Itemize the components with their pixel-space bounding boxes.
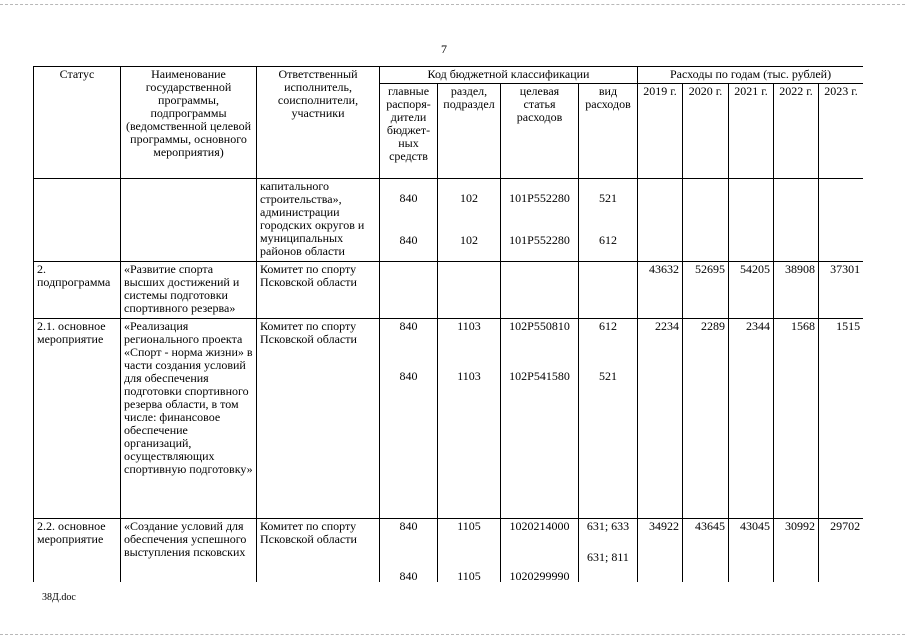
scan-edge-top	[0, 4, 905, 5]
table-row	[34, 262, 864, 319]
cell-section	[438, 179, 501, 262]
cell-grbs	[380, 262, 438, 319]
cell-grbs-2: 840	[399, 233, 418, 247]
cell-year-2021: 2344	[729, 319, 774, 519]
cell-year-2023: 29702	[819, 519, 864, 583]
cell-year-2019: 34922	[638, 519, 683, 583]
cell-section-2: 1103	[457, 369, 481, 383]
cell-year-2019	[638, 179, 683, 262]
header-year-2020: 2020 г.	[683, 84, 729, 179]
cell-year-2022	[774, 179, 819, 262]
header-year-2021: 2021 г.	[729, 84, 774, 179]
cell-grbs	[380, 179, 438, 262]
cell-vr-1: 521	[599, 191, 617, 205]
cell-vr	[579, 262, 638, 319]
table-row	[34, 179, 864, 262]
cell-status: 2.1. основное мероприятие	[34, 319, 121, 519]
table-row	[34, 519, 864, 583]
header-year-2019: 2019 г.	[638, 84, 683, 179]
cell-status: 2. подпрограмма	[34, 262, 121, 319]
cell-year-2019: 2234	[638, 319, 683, 519]
cell-year-2020: 2289	[683, 319, 729, 519]
cell-csr-1: 1020214000	[509, 519, 570, 533]
cell-csr-1: 102Р550810	[509, 319, 570, 333]
cell-csr-2: 102Р541580	[509, 369, 570, 383]
header-section: раздел, подраздел	[438, 84, 501, 179]
cell-year-2022: 1568	[774, 319, 819, 519]
cell-csr	[501, 179, 579, 262]
cell-section-2: 102	[460, 233, 478, 247]
header-year-2023: 2023 г.	[819, 84, 864, 179]
cell-csr	[501, 319, 579, 519]
cell-section	[438, 519, 501, 583]
cell-status: 2.2. основное мероприятие	[34, 519, 121, 583]
cell-grbs	[380, 319, 438, 519]
cell-year-2023	[819, 179, 864, 262]
cell-year-2022: 30992	[774, 519, 819, 583]
header-program-name: Наименование государственной программы, подпрограммы (ведомственной целевой программы, основного мероприятия)	[121, 67, 257, 179]
cell-responsible: Комитет по спорту Псковской области	[257, 319, 380, 519]
document-filename: 38Д.doc	[42, 592, 76, 603]
cell-grbs-1: 840	[399, 519, 418, 533]
cell-section-1: 102	[460, 191, 478, 205]
cell-vr-2: 521	[599, 369, 617, 383]
header-status: Статус	[34, 67, 121, 179]
cell-grbs-2: 840	[399, 369, 418, 383]
cell-section-1: 1105	[457, 519, 481, 533]
header-expenses: Расходы по годам (тыс. рублей)	[638, 67, 864, 84]
cell-name	[121, 179, 257, 262]
cell-vr	[579, 319, 638, 519]
cell-vr-1: 612	[599, 319, 617, 333]
header-row-1	[34, 67, 864, 84]
cell-year-2021	[729, 179, 774, 262]
cell-vr-1: 631; 633	[586, 519, 630, 533]
budget-table	[33, 66, 863, 582]
cell-name: «Создание условий для обеспечения успешного выступления псковских	[121, 519, 257, 583]
cell-vr-2: 612	[599, 233, 617, 247]
cell-year-2020: 52695	[683, 262, 729, 319]
cell-year-2020: 43645	[683, 519, 729, 583]
cell-section	[438, 319, 501, 519]
cell-name: «Развитие спорта высших достижений и системы подготовки спортивного резерва»	[121, 262, 257, 319]
header-expense-type: вид расходов	[579, 84, 638, 179]
cell-responsible: капитального строительства», администрации городских округов и муниципальных районов области	[257, 179, 380, 262]
header-target-article: целевая статья расходов	[501, 84, 579, 179]
cell-responsible: Комитет по спорту Псковской области	[257, 262, 380, 319]
cell-vr	[579, 519, 638, 583]
table-row	[34, 319, 864, 519]
cell-year-2021: 43045	[729, 519, 774, 583]
cell-year-2021: 54205	[729, 262, 774, 319]
cell-responsible: Комитет по спорту Псковской области	[257, 519, 380, 583]
header-responsible: Ответственный исполнитель, соисполнители, участники	[257, 67, 380, 179]
cell-vr	[579, 179, 638, 262]
cell-grbs-1: 840	[399, 191, 418, 205]
cell-year-2023: 1515	[819, 319, 864, 519]
scan-edge-bottom	[0, 634, 905, 635]
cell-name: «Реализация регионального проекта «Спорт - норма жизни» в части создания условий для обеспечения подготовки спортивного резерва области, в том числе: финансовое обеспечение организаций, осуществляющих спортивную подготовку»	[121, 319, 257, 519]
cell-grbs-2: 840	[399, 569, 418, 582]
cell-vr-2: 631; 811	[587, 550, 629, 564]
cell-section-2: 1105	[457, 569, 481, 582]
cell-year-2020	[683, 179, 729, 262]
cell-csr	[501, 519, 579, 583]
cell-csr-2: 101Р552280	[509, 233, 570, 247]
cell-grbs	[380, 519, 438, 583]
cell-section-1: 1103	[457, 319, 481, 333]
cell-section	[438, 262, 501, 319]
cell-status	[34, 179, 121, 262]
cell-year-2022: 38908	[774, 262, 819, 319]
cell-year-2019: 43632	[638, 262, 683, 319]
header-budget-code: Код бюджетной классификации	[380, 67, 638, 84]
cell-grbs-1: 840	[399, 319, 418, 333]
page-number: 7	[441, 42, 447, 56]
cell-year-2023: 37301	[819, 262, 864, 319]
cell-csr-2: 1020299990	[509, 569, 570, 582]
header-main-managers: главные распоря-дители бюджет-ных средств	[380, 84, 438, 179]
cell-csr-1: 101Р552280	[509, 191, 570, 205]
header-year-2022: 2022 г.	[774, 84, 819, 179]
cell-csr	[501, 262, 579, 319]
